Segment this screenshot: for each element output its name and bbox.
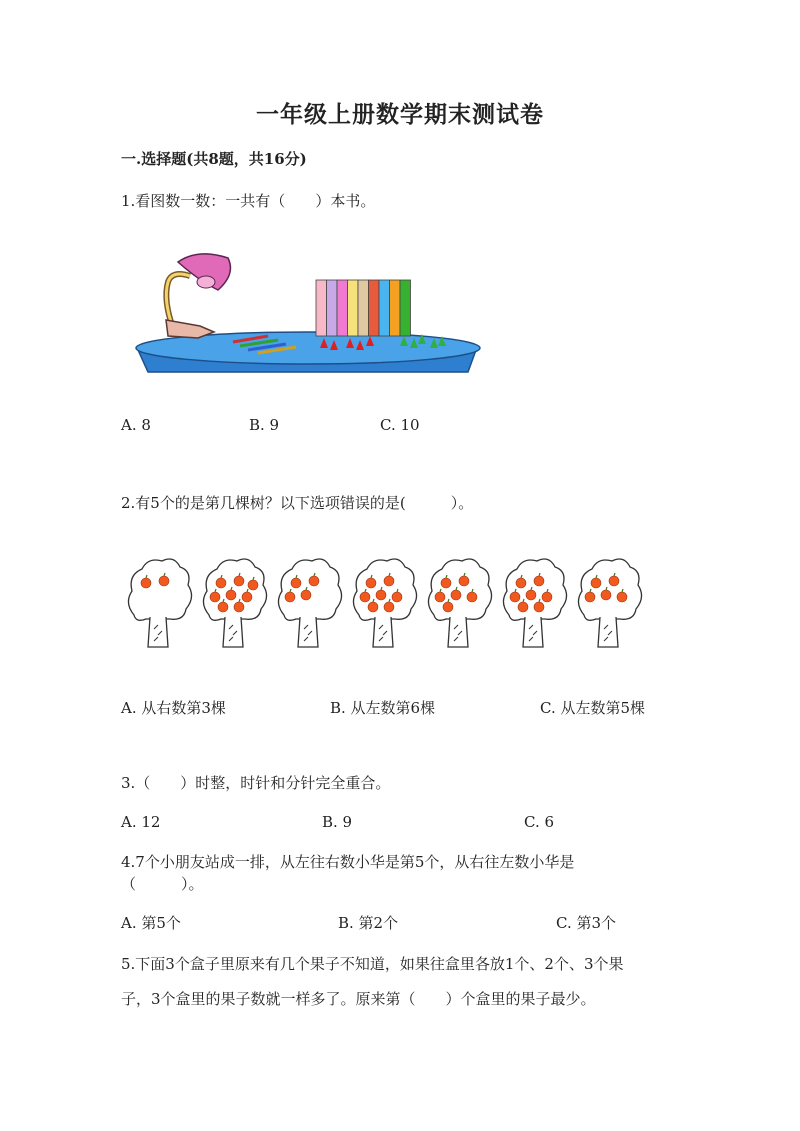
apple-tree xyxy=(203,559,266,647)
apple xyxy=(360,592,370,602)
apple xyxy=(392,592,402,602)
apple xyxy=(585,592,595,602)
q2-option-b: B. 从左数第6棵 xyxy=(330,699,436,717)
book xyxy=(327,280,338,336)
apple-tree xyxy=(578,559,641,647)
apple xyxy=(516,578,526,588)
q3-option-c: C. 6 xyxy=(524,813,555,831)
question-1-stem: 1.看图数一数：一共有（ ）本书。 xyxy=(121,192,376,210)
q4-option-b: B. 第2个 xyxy=(338,914,399,932)
q1-option-a: A. 8 xyxy=(121,416,151,434)
apple-trees-illustration xyxy=(120,555,640,660)
apple xyxy=(518,602,528,612)
apple xyxy=(526,590,536,600)
book xyxy=(369,280,380,336)
apple xyxy=(368,602,378,612)
apple xyxy=(309,576,319,586)
apple xyxy=(542,592,552,602)
question-4-stem-line1: 4.7个小朋友站成一排，从左往右数小华是第5个，从右往左数小华是 xyxy=(121,853,575,871)
book xyxy=(390,280,401,336)
apple-tree xyxy=(503,559,566,647)
apple xyxy=(451,590,461,600)
question-3-stem: 3.（ ）时整，时针和分针完全重合。 xyxy=(121,774,391,792)
apple xyxy=(226,590,236,600)
q3-option-b: B. 9 xyxy=(322,813,353,831)
q2-option-a: A. 从右数第3棵 xyxy=(121,699,226,717)
apple xyxy=(301,590,311,600)
apple xyxy=(159,576,169,586)
book xyxy=(348,280,359,336)
apple-tree xyxy=(128,559,191,647)
q4-option-a: A. 第5个 xyxy=(121,914,181,932)
apple xyxy=(366,578,376,588)
apple xyxy=(285,592,295,602)
q2-option-c: C. 从左数第5棵 xyxy=(540,699,646,717)
apple-tree xyxy=(278,559,341,647)
apple xyxy=(384,602,394,612)
book xyxy=(337,280,348,336)
apple xyxy=(376,590,386,600)
apple xyxy=(617,592,627,602)
apple xyxy=(510,592,520,602)
book xyxy=(358,280,369,336)
apple xyxy=(441,578,451,588)
apple xyxy=(435,592,445,602)
apple xyxy=(216,578,226,588)
apple xyxy=(291,578,301,588)
apple xyxy=(234,576,244,586)
apple xyxy=(141,578,151,588)
apple xyxy=(248,580,258,590)
question-2-stem: 2.有5个的是第几棵树？以下选项错误的是( ）。 xyxy=(121,494,474,512)
question-5-stem-line2: 子，3个盒里的果子数就一样多了。原来第（ ）个盒里的果子最少。 xyxy=(121,990,596,1008)
book xyxy=(316,280,327,336)
apple xyxy=(384,576,394,586)
apple xyxy=(591,578,601,588)
apple xyxy=(601,590,611,600)
page-title: 一年级上册数学期末测试卷 xyxy=(256,101,544,128)
apple xyxy=(210,592,220,602)
apple xyxy=(242,592,252,602)
apple xyxy=(467,592,477,602)
q3-option-a: A. 12 xyxy=(121,813,161,831)
apple xyxy=(459,576,469,586)
question-4-stem-line2: （ ）。 xyxy=(121,875,204,893)
question-5-stem-line1: 5.下面3个盒子里原来有几个果子不知道，如果往盒里各放1个、2个、3个果 xyxy=(121,955,624,973)
q1-option-b: B. 9 xyxy=(249,416,280,434)
q4-option-c: C. 第3个 xyxy=(556,914,617,932)
apple-tree xyxy=(428,559,491,647)
q1-option-c: C. 10 xyxy=(380,416,420,434)
book xyxy=(400,280,411,336)
apple-tree xyxy=(353,559,416,647)
apple xyxy=(534,576,544,586)
apple xyxy=(443,602,453,612)
apple xyxy=(218,602,228,612)
section-heading: 一.选择题(共8题，共16分) xyxy=(121,150,307,168)
book xyxy=(379,280,390,336)
apple xyxy=(534,602,544,612)
apple xyxy=(234,602,244,612)
desk-with-books-illustration xyxy=(128,250,488,380)
apple xyxy=(609,576,619,586)
